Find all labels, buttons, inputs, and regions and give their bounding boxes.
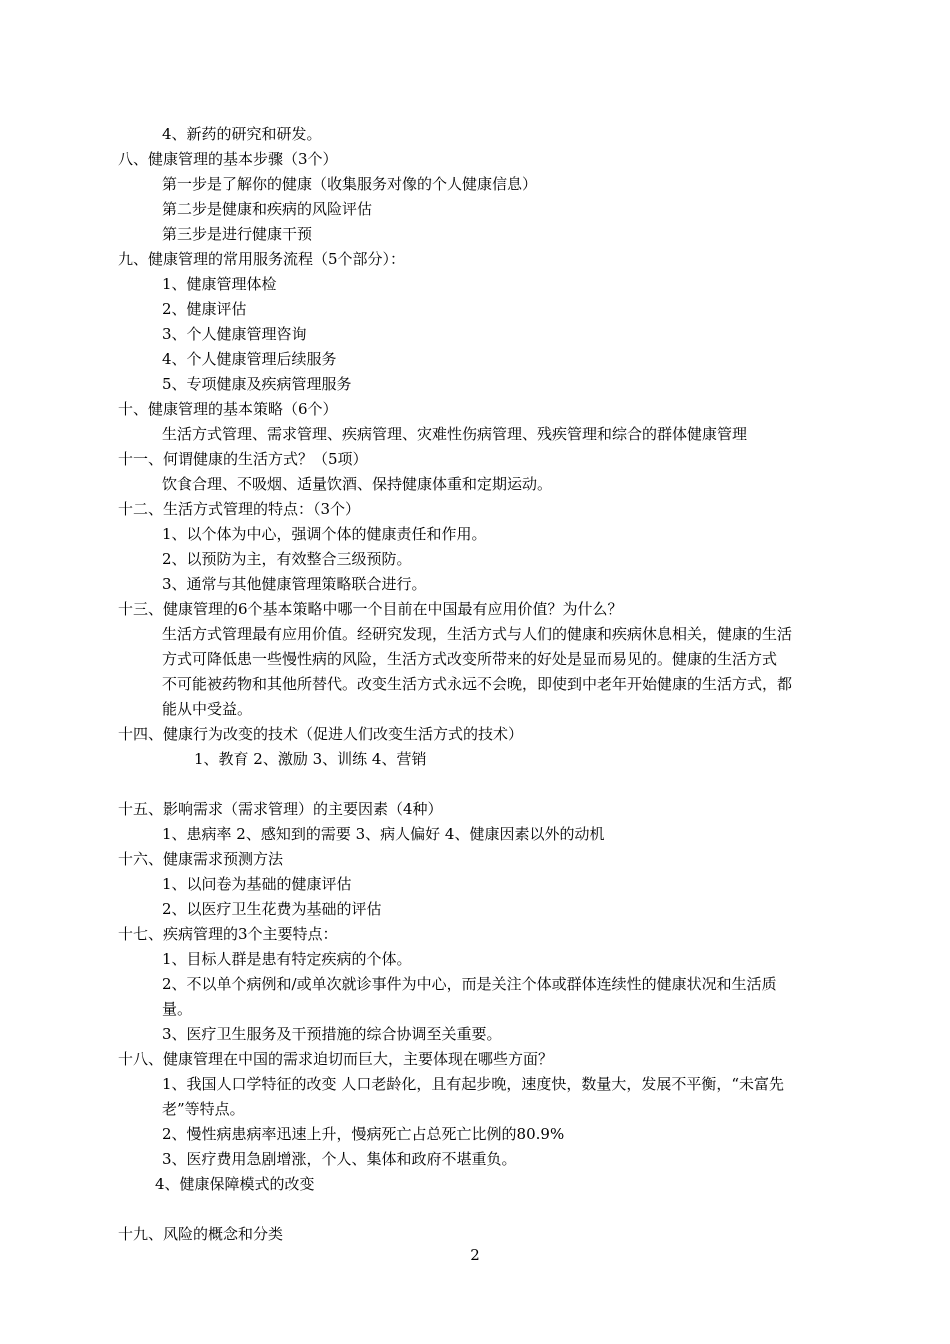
section-heading: 十、健康管理的基本策略（6个）	[118, 400, 338, 418]
text-line: 1、以问卷为基础的健康评估	[162, 875, 352, 893]
section-heading: 十五、影响需求（需求管理）的主要因素（4种）	[118, 800, 443, 818]
text-line: 生活方式管理、需求管理、疾病管理、灾难性伤病管理、残疾管理和综合的群体健康管理	[162, 425, 748, 443]
text-line: 5、专项健康及疾病管理服务	[162, 375, 352, 393]
text-line: 3、通常与其他健康管理策略联合进行。	[162, 575, 427, 593]
text-line: 2、慢性病患病率迅速上升，慢病死亡占总死亡比例的80.9%	[162, 1125, 565, 1143]
text-line: 1、患病率 2、感知到的需要 3、病人偏好 4、健康因素以外的动机	[162, 825, 605, 843]
text-line: 2、不以单个病例和/或单次就诊事件为中心，而是关注个体或群体连续性的健康状况和生活质	[162, 975, 777, 993]
section-heading: 十四、健康行为改变的技术（促进人们改变生活方式的技术）	[118, 725, 524, 743]
text-line: 老”等特点。	[162, 1100, 245, 1118]
text-line: 1、教育 2、激励 3、训练 4、营销	[194, 750, 427, 768]
text-line: 1、以个体为中心，强调个体的健康责任和作用。	[162, 525, 487, 543]
text-line: 不可能被药物和其他所替代。改变生活方式永远不会晚，即使到中老年开始健康的生活方式，都	[162, 675, 793, 693]
text-line: 生活方式管理最有应用价值。经研究发现，生活方式与人们的健康和疾病休息相关，健康的生活	[162, 625, 793, 643]
text-line: 量。	[162, 1000, 193, 1018]
text-line: 第一步是了解你的健康（收集服务对像的个人健康信息）	[162, 175, 538, 193]
text-line: 3、个人健康管理咨询	[162, 325, 307, 343]
section-heading: 十九、风险的概念和分类	[118, 1225, 284, 1243]
text-line: 3、医疗费用急剧增涨，个人、集体和政府不堪重负。	[162, 1150, 517, 1168]
text-line: 1、目标人群是患有特定疾病的个体。	[162, 950, 412, 968]
section-heading: 十一、何谓健康的生活方式？（5项）	[118, 450, 368, 468]
text-line: 4、新药的研究和研发。	[162, 125, 322, 143]
text-line: 2、健康评估	[162, 300, 247, 318]
section-heading: 九、健康管理的常用服务流程（5个部分）：	[118, 250, 406, 268]
section-heading: 十八、健康管理在中国的需求迫切而巨大，主要体现在哪些方面？	[118, 1050, 554, 1068]
text-line: 1、健康管理体检	[162, 275, 277, 293]
section-heading: 十六、健康需求预测方法	[118, 850, 284, 868]
text-line: 2、以预防为主，有效整合三级预防。	[162, 550, 412, 568]
text-line: 3、医疗卫生服务及干预措施的综合协调至关重要。	[162, 1025, 502, 1043]
page-number: 2	[470, 1246, 480, 1264]
section-heading: 十三、健康管理的6个基本策略中哪一个目前在中国最有应用价值？为什么？	[118, 600, 623, 618]
text-line: 第二步是健康和疾病的风险评估	[162, 200, 373, 218]
section-heading: 十二、生活方式管理的特点：（3个）	[118, 500, 361, 518]
text-line: 第三步是进行健康干预	[162, 225, 313, 243]
text-line: 4、健康保障模式的改变	[155, 1175, 315, 1193]
text-line: 4、个人健康管理后续服务	[162, 350, 337, 368]
section-heading: 八、健康管理的基本步骤（3个）	[118, 150, 338, 168]
text-line: 1、我国人口学特征的改变 人口老龄化，且有起步晚，速度快，数量大，发展不平衡，“未富先	[162, 1075, 784, 1093]
text-line: 饮食合理、不吸烟、适量饮酒、保持健康体重和定期运动。	[162, 475, 553, 493]
text-line: 方式可降低患一些慢性病的风险，生活方式改变所带来的好处是显而易见的。健康的生活方式	[162, 650, 778, 668]
text-line: 2、以医疗卫生花费为基础的评估	[162, 900, 382, 918]
text-line: 能从中受益。	[162, 700, 253, 718]
section-heading: 十七、疾病管理的3个主要特点：	[118, 925, 338, 943]
